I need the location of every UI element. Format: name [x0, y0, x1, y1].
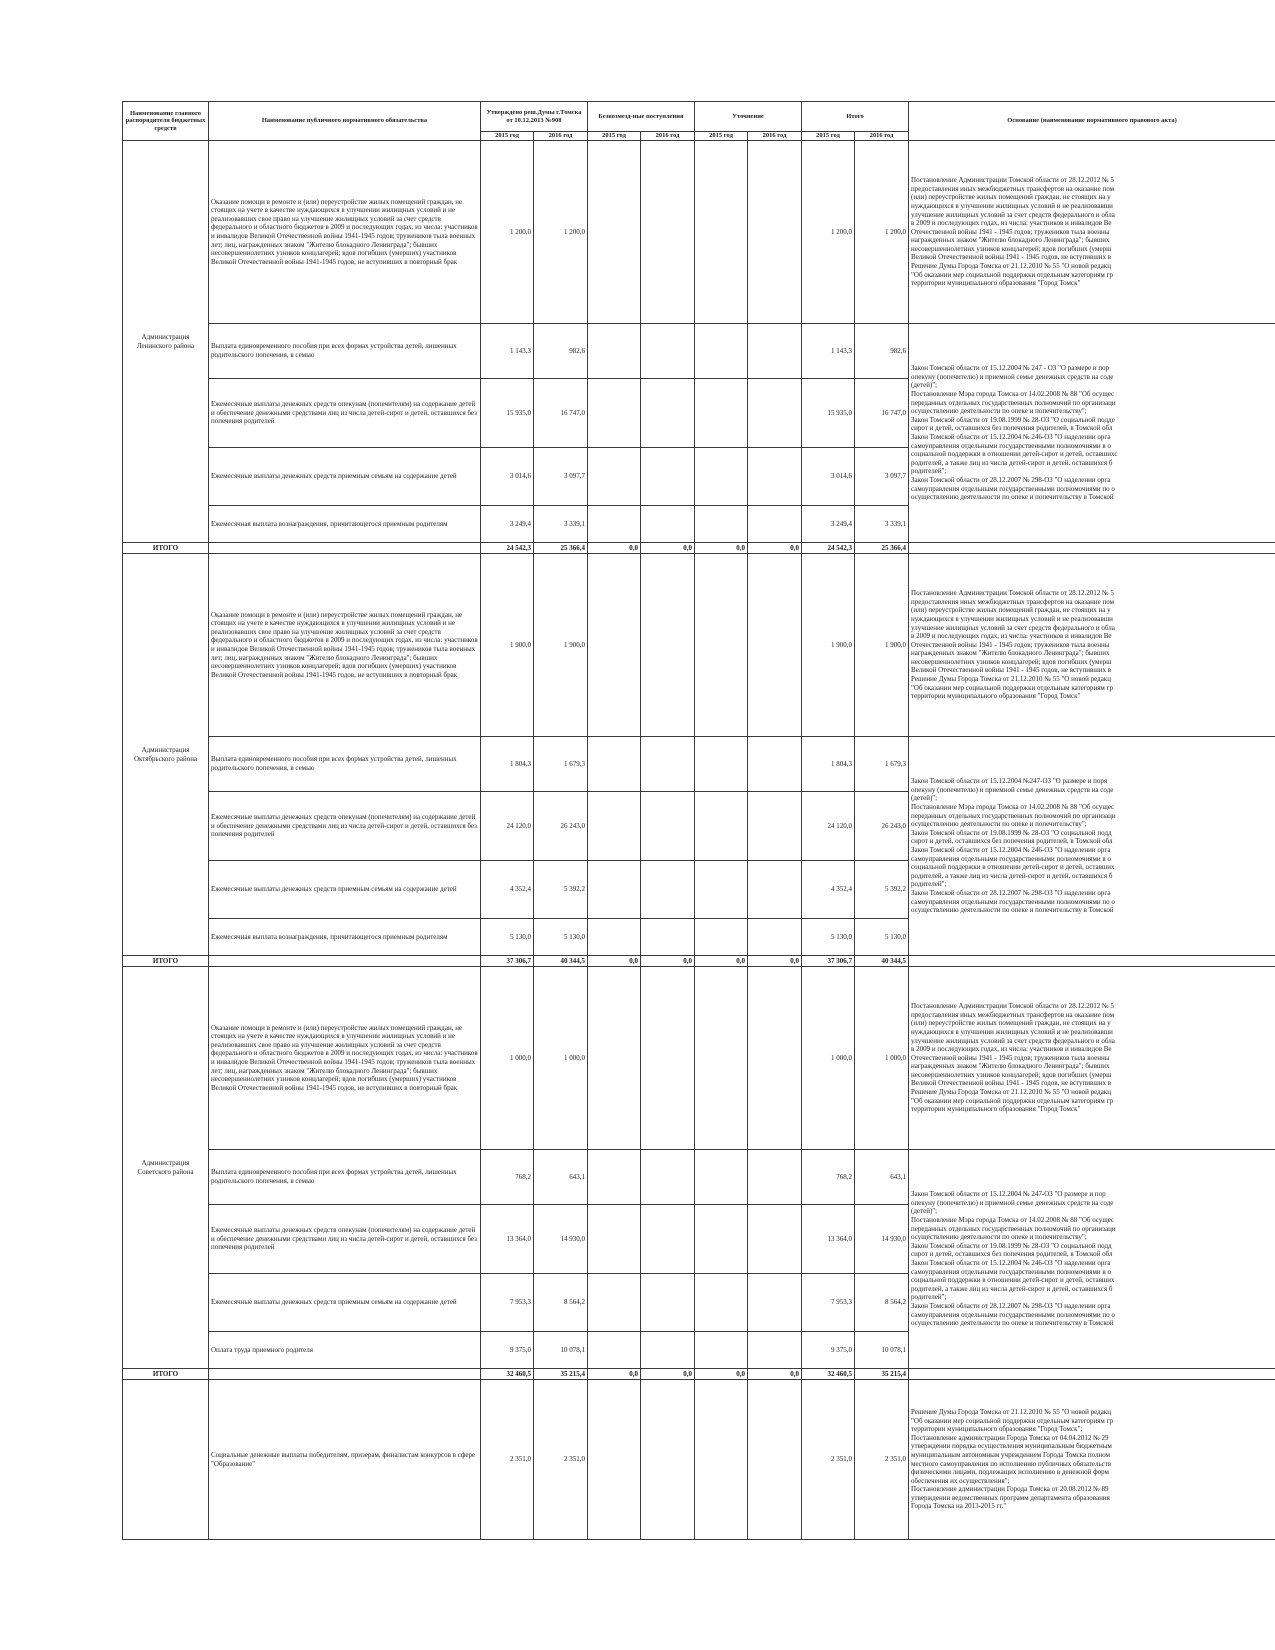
value-cell: 643,1: [534, 1150, 588, 1205]
total-value: 40 344,5: [855, 956, 909, 967]
obligation-name: Ежемесячные выплаты денежных средств опекунам (попечителям) на содержание детей и обеспечение денежными средствами лиц из числа детей-сирот и детей, оставшихся без попечения родителей: [209, 379, 481, 448]
value-cell: 1 000,0: [802, 967, 855, 1150]
value-cell: [588, 1380, 641, 1540]
org-name: Администрация Ленинского района: [123, 141, 209, 543]
total-value: 37 306,7: [802, 956, 855, 967]
value-cell: [748, 554, 802, 737]
value-cell: 1 000,0: [481, 967, 534, 1150]
value-cell: 1 900,0: [534, 554, 588, 737]
empty-cell: [209, 1369, 481, 1380]
value-cell: [588, 554, 641, 737]
header-total: Итого: [802, 102, 909, 132]
value-cell: 982,6: [534, 324, 588, 379]
total-value: 25 366,4: [855, 543, 909, 554]
value-cell: [588, 1332, 641, 1369]
header-org: Наименование главного распорядителя бюджетных средств: [123, 102, 209, 141]
value-cell: [695, 792, 748, 861]
value-cell: 14 930,0: [855, 1205, 909, 1274]
empty-cell: [909, 543, 1275, 554]
header-obligation: Наименование публичного нормативного обязательства: [209, 102, 481, 141]
basis-text: Решение Думы Города Томска от 21.12.2010 № 55 "О новой редакц "Об оказании мер социальной поддержки отдельным категориям гр территории муниципального образования "Город Томск"; Постановление администрации Города Томска от 04.04.2012 № 29 утверждении порядка осуществления муниципальным бюджетным муниципальным автономным учреждением Города Томска полном местного самоуправления по исполнению публичных обязательств физическими лицами, подлежащих исполнению в денежной форм обеспечения их осуществления"; Постановление администрации Города Томска от 20.08.2012 № 89 утверждении ведомственных программ департамента образования Города Томска на 2013-2015 гг.": [909, 1380, 1275, 1540]
value-cell: [641, 1150, 695, 1205]
total-value: 0,0: [588, 1369, 641, 1380]
value-cell: 5 130,0: [855, 919, 909, 956]
total-label: ИТОГО: [123, 956, 209, 967]
total-value: 0,0: [588, 956, 641, 967]
value-cell: 26 243,0: [534, 792, 588, 861]
total-row: [123, 543, 1275, 554]
obligation-name: Ежемесячные выплаты денежных средств приемным семьям на содержание детей: [209, 448, 481, 506]
value-cell: [641, 506, 695, 543]
value-cell: [641, 1380, 695, 1540]
value-cell: [695, 1150, 748, 1205]
obligation-name: Ежемесячные выплаты денежных средств приемным семьям на содержание детей: [209, 861, 481, 919]
value-cell: [641, 861, 695, 919]
value-cell: [588, 1205, 641, 1274]
value-cell: 13 364,0: [802, 1205, 855, 1274]
value-cell: [641, 379, 695, 448]
value-cell: 1 900,0: [855, 554, 909, 737]
value-cell: 3 097,7: [855, 448, 909, 506]
value-cell: 768,2: [802, 1150, 855, 1205]
value-cell: [748, 1380, 802, 1540]
value-cell: 1 000,0: [855, 967, 909, 1150]
value-cell: [748, 448, 802, 506]
value-cell: 5 130,0: [534, 919, 588, 956]
value-cell: 8 564,2: [534, 1274, 588, 1332]
value-cell: 9 375,0: [481, 1332, 534, 1369]
header-clarification: Уточнение: [695, 102, 802, 132]
value-cell: 10 078,1: [855, 1332, 909, 1369]
table-row: [123, 967, 1275, 1150]
table-row: [123, 1150, 1275, 1205]
value-cell: 1 200,0: [534, 141, 588, 324]
value-cell: [695, 737, 748, 792]
value-cell: 15 935,0: [481, 379, 534, 448]
obligation-name: Оказание помощи в ремонте и (или) переустройстве жилых помещений граждан, не стоящих на учете в качестве нуждающихся в улучшении жилищных условий и не реализовавших свое право на улучшение жилищных условий за счет средств федерального и областного бюджетов в 2009 и последующих годах, из числа: участников и инвалидов Великой Отечественной войны 1941-1945 годов; тружеников тыла военных лет; лиц, награжденных знаком "Жителю блокадного Ленинграда"; бывших несовершеннолетних узников концлагерей; вдов погибших (умерших) участников Великой Отечественной войны 1941-1945 годов, не вступивших в повторный брак: [209, 967, 481, 1150]
basis-text: Закон Томской области от 15.12.2004 № 247-ОЗ "О размере и пор опекуну (попечителю) и приемной семье денежных средств на соде (детей)"; Постановление Мэра города Томска от 14.02.2008 № 88 "Об осущес переданных отдельных государственных полномочий по организаци осуществлению деятельности по опеке и попечительству"; Закон Томской области от 19.08.1999 № 28-ОЗ "О социальной подд сирот и детей, оставшихся без попечения родителей, в Томской обл Закон Томской области от 15.12.2004 № 246-ОЗ "О наделении орга самоуправления отдельными государственными полномочиями в о социальной поддержки в отношении детей-сирот и детей, оставших родителей, а также лиц из числа детей-сирот и детей, оставшихся б родителей"; Закон Томской области от 28.12.2007 № 298-ОЗ "О наделении орга самоуправления отдельными государственными полномочиями по о осуществлению деятельности по опеке и попечительству в Томской: [909, 1150, 1275, 1369]
table-row: [123, 554, 1275, 737]
value-cell: 1 679,3: [855, 737, 909, 792]
value-cell: [588, 379, 641, 448]
value-cell: [748, 1150, 802, 1205]
value-cell: [641, 1332, 695, 1369]
value-cell: [748, 737, 802, 792]
value-cell: 1 804,3: [802, 737, 855, 792]
value-cell: 768,2: [481, 1150, 534, 1205]
value-cell: [588, 919, 641, 956]
value-cell: 2 351,0: [534, 1380, 588, 1540]
value-cell: [748, 967, 802, 1150]
value-cell: [695, 554, 748, 737]
value-cell: [695, 1380, 748, 1540]
value-cell: [588, 448, 641, 506]
table-row: [123, 141, 1275, 324]
total-value: 0,0: [641, 1369, 695, 1380]
value-cell: 10 078,1: [534, 1332, 588, 1369]
value-cell: [695, 324, 748, 379]
total-value: 24 542,3: [481, 543, 534, 554]
table-row: [123, 737, 1275, 792]
total-value: 25 366,4: [534, 543, 588, 554]
value-cell: 1 143,3: [802, 324, 855, 379]
value-cell: 1 000,0: [534, 967, 588, 1150]
value-cell: 1 200,0: [802, 141, 855, 324]
total-value: 32 460,5: [481, 1369, 534, 1380]
value-cell: 24 120,0: [481, 792, 534, 861]
total-value: 35 215,4: [534, 1369, 588, 1380]
total-value: 0,0: [641, 543, 695, 554]
value-cell: 3 097,7: [534, 448, 588, 506]
value-cell: 1 900,0: [802, 554, 855, 737]
value-cell: 16 747,0: [534, 379, 588, 448]
table-body: [123, 141, 1275, 1540]
value-cell: [695, 919, 748, 956]
org-name: Администрация Советского района: [123, 967, 209, 1369]
org-name: Администрация Октябрьского района: [123, 554, 209, 956]
value-cell: [641, 1205, 695, 1274]
obligation-name: Оказание помощи в ремонте и (или) переустройстве жилых помещений граждан, не стоящих на учете в качестве нуждающихся в улучшении жилищных условий и не реализовавших свое право на улучшение жилищных условий за счет средств федерального и областного бюджетов в 2009 и последующих годах, из числа: участников и инвалидов Великой Отечественной войны 1941-1945 годов; тружеников тыла военных лет; лиц, награжденных знаком "Жителю блокадного Ленинграда"; бывших несовершеннолетних узников концлагерей; вдов погибших (умерших) участников Великой Отечественной войны 1941-1945 годов, не вступивших в повторный брак: [209, 141, 481, 324]
empty-cell: [909, 956, 1275, 967]
value-cell: 1 200,0: [855, 141, 909, 324]
obligation-name: Выплата единовременного пособия при всех формах устройства детей, лишенных родительского попечения, в семью: [209, 324, 481, 379]
value-cell: [748, 861, 802, 919]
obligation-name: Ежемесячные выплаты денежных средств опекунам (попечителям) на содержание детей и обеспечение денежными средствами лиц из числа детей-сирот и детей, оставшихся без попечения родителей: [209, 1205, 481, 1274]
total-value: 0,0: [641, 956, 695, 967]
total-row: [123, 956, 1275, 967]
value-cell: [748, 792, 802, 861]
value-cell: 4 352,4: [481, 861, 534, 919]
total-value: 0,0: [695, 543, 748, 554]
value-cell: [641, 967, 695, 1150]
value-cell: 2 351,0: [481, 1380, 534, 1540]
value-cell: 2 351,0: [802, 1380, 855, 1540]
value-cell: [695, 448, 748, 506]
value-cell: 3 249,4: [802, 506, 855, 543]
total-value: 0,0: [588, 543, 641, 554]
header-basis: Основание (наименование нормативного правового акта): [909, 102, 1275, 141]
header-approved: Утверждено реш.Думы г.Томска от 10.12.2013 №908: [481, 102, 588, 132]
basis-text: Постановление Администрации Томской области от 28.12.2012 № 5 предоставления иных межбюджетных трансфертов на оказание пом (или) переустройстве жилых помещений граждан, не стоящих на у нуждающихся в улучшении жилищных условий и не реализовавши улучшение жилищных условий за счет средств федерального и обла в 2009 и последующих годах, из числа: участников и инвалидов Ве Отечественной войны 1941 - 1945 годов; тружеников тыла военны награжденных знаком "Жителю блокадного Ленинграда"; бывших несовершеннолетних узников концлагерей; вдов погибших (умерш Великой Отечественной войны 1941 - 1945 годов, не вступивших в Решение Думы Города Томска от 21.12.2010 № 55 "О новой редакц "Об оказании мер социальной поддержки отдельным категориям гр территории муниципального образования "Город Томск": [909, 554, 1275, 737]
empty-cell: [909, 1369, 1275, 1380]
value-cell: [588, 1150, 641, 1205]
value-cell: [641, 919, 695, 956]
basis-text: Постановление Администрации Томской области от 28.12.2012 № 5 предоставления иных межбюджетных трансфертов на оказание пом (или) переустройстве жилых помещений граждан, не стоящих на у нуждающихся в улучшении жилищных условий и не реализовавши улучшение жилищных условий за счет средств федерального и обла в 2009 и последующих годах, из числа: участников и инвалидов Ве Отечественной войны 1941 - 1945 годов; тружеников тыла военны награжденных знаком "Жителю блокадного Ленинграда"; бывших несовершеннолетних узников концлагерей; вдов погибших (умерш Великой Отечественной войны 1941 - 1945 годов, не вступивших в Решение Думы Города Томска от 21.12.2010 № 55 "О новой редакц "Об оказании мер социальной поддержки отдельным категориям гр территории муниципального образования "Город Томск": [909, 141, 1275, 324]
value-cell: 5 392,2: [855, 861, 909, 919]
value-cell: 5 130,0: [481, 919, 534, 956]
total-label: ИТОГО: [123, 1369, 209, 1380]
value-cell: 15 935,0: [802, 379, 855, 448]
basis-text: Закон Томской области от 15.12.2004 № 247 - ОЗ "О размере и пор опекуну (попечителю) и приемной семье денежных средств на соде (детей)"; Постановление Мэра города Томска от 14.02.2008 № 88 "Об осущес переданных отдельных государственных полномочий по организаци осуществлению деятельности по опеке и попечительству"; Закон Томской области от 19.08.1999 № 28-ОЗ "О социальной подде сирот и детей, оставшихся без попечения родителей, в Томской обл Закон Томской области от 15.12.2004 № 246-ОЗ "О наделении орга самоуправления отдельными государственными полномочиями в о социальной поддержки в отношении детей-сирот и детей, оставшихс родителей, а также лиц из числа детей-сирот и детей, оставшихся б родителей"; Закон Томской области от 28.12.2007 № 298-ОЗ "О наделении орга самоуправления отдельными государственными полномочиями по о осуществлению деятельности по опеке и попечительству в Томской: [909, 324, 1275, 543]
table-row: [123, 1380, 1275, 1540]
value-cell: 3 014,6: [802, 448, 855, 506]
table-row: [123, 324, 1275, 379]
value-cell: [748, 324, 802, 379]
value-cell: [641, 448, 695, 506]
value-cell: [748, 141, 802, 324]
obligation-name: Оплата труда приемного родителя: [209, 1332, 481, 1369]
value-cell: [588, 861, 641, 919]
value-cell: [748, 1205, 802, 1274]
value-cell: [695, 967, 748, 1150]
total-value: 0,0: [695, 1369, 748, 1380]
obligation-name: Ежемесячные выплаты денежных средств приемным семьям на содержание детей: [209, 1274, 481, 1332]
value-cell: 982,6: [855, 324, 909, 379]
total-label: ИТОГО: [123, 543, 209, 554]
value-cell: 5 130,0: [802, 919, 855, 956]
header-gratuitous: Безвозмезд-ные поступления: [588, 102, 695, 132]
value-cell: [641, 554, 695, 737]
obligation-name: Ежемесячная выплата вознаграждения, причитающегося приемным родителям: [209, 506, 481, 543]
empty-cell: [209, 543, 481, 554]
value-cell: 3 339,1: [534, 506, 588, 543]
value-cell: 5 392,2: [534, 861, 588, 919]
value-cell: 8 564,2: [855, 1274, 909, 1332]
basis-text: Закон Томской области от 15.12.2004 №247-ОЗ "О размере и поря опекуну (попечителю) и приемной семье денежных средств на соде (детей)"; Постановление Мэра города Томска от 14.02.2008 № 88 "Об осущес переданных отдельных государственных полномочий по организаци осуществлению деятельности по опеке и попечительству"; Закон Томской области от 19.08.1999 № 28-ОЗ "О социальной подд сирот и детей, оставшихся без попечения родителей, в Томской обл Закон Томской области от 15.12.2004 № 246-ОЗ "О наделении орга самоуправления отдельными государственными полномочиями в о социальной поддержки в отношении детей-сирот и детей, оставших родителей, а также лиц из числа детей-сирот и детей, оставшихся б родителей"; Закон Томской области от 28.12.2007 № 298-ОЗ "О наделении орга самоуправления отдельными государственными полномочиями по о осуществлению деятельности по опеке и попечительству в Томской: [909, 737, 1275, 956]
value-cell: 7 953,3: [802, 1274, 855, 1332]
total-value: 40 344,5: [534, 956, 588, 967]
value-cell: 1 804,3: [481, 737, 534, 792]
obligation-name: Социальные денежные выплаты победителям, призерам, финалистам конкурсов в сфере "Образование": [209, 1380, 481, 1540]
header-year: 2016 год: [641, 132, 695, 141]
value-cell: [695, 861, 748, 919]
header-year: 2016 год: [534, 132, 588, 141]
total-value: 0,0: [695, 956, 748, 967]
value-cell: [588, 737, 641, 792]
budget-table-sheet: [122, 101, 1275, 1540]
empty-cell: [123, 1380, 209, 1540]
value-cell: 7 953,3: [481, 1274, 534, 1332]
header-year: 2016 год: [855, 132, 909, 141]
empty-cell: [209, 956, 481, 967]
value-cell: 1 679,3: [534, 737, 588, 792]
value-cell: [695, 1205, 748, 1274]
value-cell: [588, 967, 641, 1150]
header-year: 2015 год: [588, 132, 641, 141]
value-cell: [588, 1274, 641, 1332]
value-cell: [748, 506, 802, 543]
value-cell: 13 364,0: [481, 1205, 534, 1274]
value-cell: [641, 1274, 695, 1332]
total-value: 32 460,5: [802, 1369, 855, 1380]
obligation-name: Выплата единовременного пособия при всех формах устройства детей, лишенных родительского попечения, в семью: [209, 737, 481, 792]
value-cell: 4 352,4: [802, 861, 855, 919]
obligation-name: Выплата единовременного пособия при всех формах устройства детей, лишенных родительского попечения, в семью: [209, 1150, 481, 1205]
value-cell: 9 375,0: [802, 1332, 855, 1369]
value-cell: [588, 506, 641, 543]
obligation-name: Оказание помощи в ремонте и (или) переустройстве жилых помещений граждан, не стоящих на учете в качестве нуждающихся в улучшении жилищных условий и не реализовавших свое право на улучшение жилищных условий за счет средств федерального и областного бюджетов в 2009 и последующих годах, из числа: участников и инвалидов Великой Отечественной войны 1941-1945 годов; тружеников тыла военных лет; лиц, награжденных знаком "Жителю блокадного Ленинграда"; бывших несовершеннолетних узников концлагерей; вдов погибших (умерших) участников Великой Отечественной войны 1941-1945 годов, не вступивших в повторный брак: [209, 554, 481, 737]
value-cell: 14 930,0: [534, 1205, 588, 1274]
obligation-name: Ежемесячные выплаты денежных средств опекунам (попечителям) на содержание детей и обеспечение денежными средствами лиц из числа детей-сирот и детей, оставшихся без попечения родителей: [209, 792, 481, 861]
value-cell: [641, 141, 695, 324]
value-cell: [695, 506, 748, 543]
value-cell: [748, 379, 802, 448]
value-cell: 1 143,3: [481, 324, 534, 379]
value-cell: [588, 792, 641, 861]
total-value: 37 306,7: [481, 956, 534, 967]
value-cell: [588, 141, 641, 324]
value-cell: [748, 919, 802, 956]
value-cell: [695, 379, 748, 448]
value-cell: 643,1: [855, 1150, 909, 1205]
value-cell: 3 014,6: [481, 448, 534, 506]
total-value: 0,0: [748, 543, 802, 554]
basis-text: Постановление Администрации Томской области от 28.12.2012 № 5 предоставления иных межбюджетных трансфертов на оказание пом (или) переустройстве жилых помещений граждан, не стоящих на у нуждающихся в улучшении жилищных условий и не реализовавши улучшение жилищных условий за счет средств федерального и обла в 2009 и последующих годах, из числа: участников и инвалидов Ве Отечественной войны 1941 - 1945 годов; тружеников тыла военны награжденных знаком "Жителю блокадного Ленинграда"; бывших несовершеннолетних узников концлагерей; вдов погибших (умерш Великой Отечественной войны 1941 - 1945 годов, не вступивших в Решение Думы Города Томска от 21.12.2010 № 55 "О новой редакц "Об оказании мер социальной поддержки отдельным категориям гр территории муниципального образования "Город Томск": [909, 967, 1275, 1150]
value-cell: [641, 792, 695, 861]
total-value: 0,0: [748, 1369, 802, 1380]
value-cell: [588, 324, 641, 379]
header-year: 2015 год: [802, 132, 855, 141]
value-cell: 3 339,1: [855, 506, 909, 543]
obligation-name: Ежемесячная выплата вознаграждения, причитающегося приемным родителям: [209, 919, 481, 956]
total-value: 0,0: [748, 956, 802, 967]
total-value: 35 215,4: [855, 1369, 909, 1380]
value-cell: 3 249,4: [481, 506, 534, 543]
header-year: 2016 год: [748, 132, 802, 141]
budget-table: [122, 101, 1275, 1540]
value-cell: 26 243,0: [855, 792, 909, 861]
value-cell: 1 200,0: [481, 141, 534, 324]
value-cell: 1 900,0: [481, 554, 534, 737]
value-cell: [641, 737, 695, 792]
value-cell: [641, 324, 695, 379]
value-cell: 24 120,0: [802, 792, 855, 861]
total-row: [123, 1369, 1275, 1380]
header-year: 2015 год: [695, 132, 748, 141]
value-cell: [748, 1274, 802, 1332]
value-cell: 16 747,0: [855, 379, 909, 448]
value-cell: [695, 1332, 748, 1369]
value-cell: [695, 141, 748, 324]
value-cell: [748, 1332, 802, 1369]
total-value: 24 542,3: [802, 543, 855, 554]
header-year: 2015 год: [481, 132, 534, 141]
value-cell: [695, 1274, 748, 1332]
value-cell: 2 351,0: [855, 1380, 909, 1540]
